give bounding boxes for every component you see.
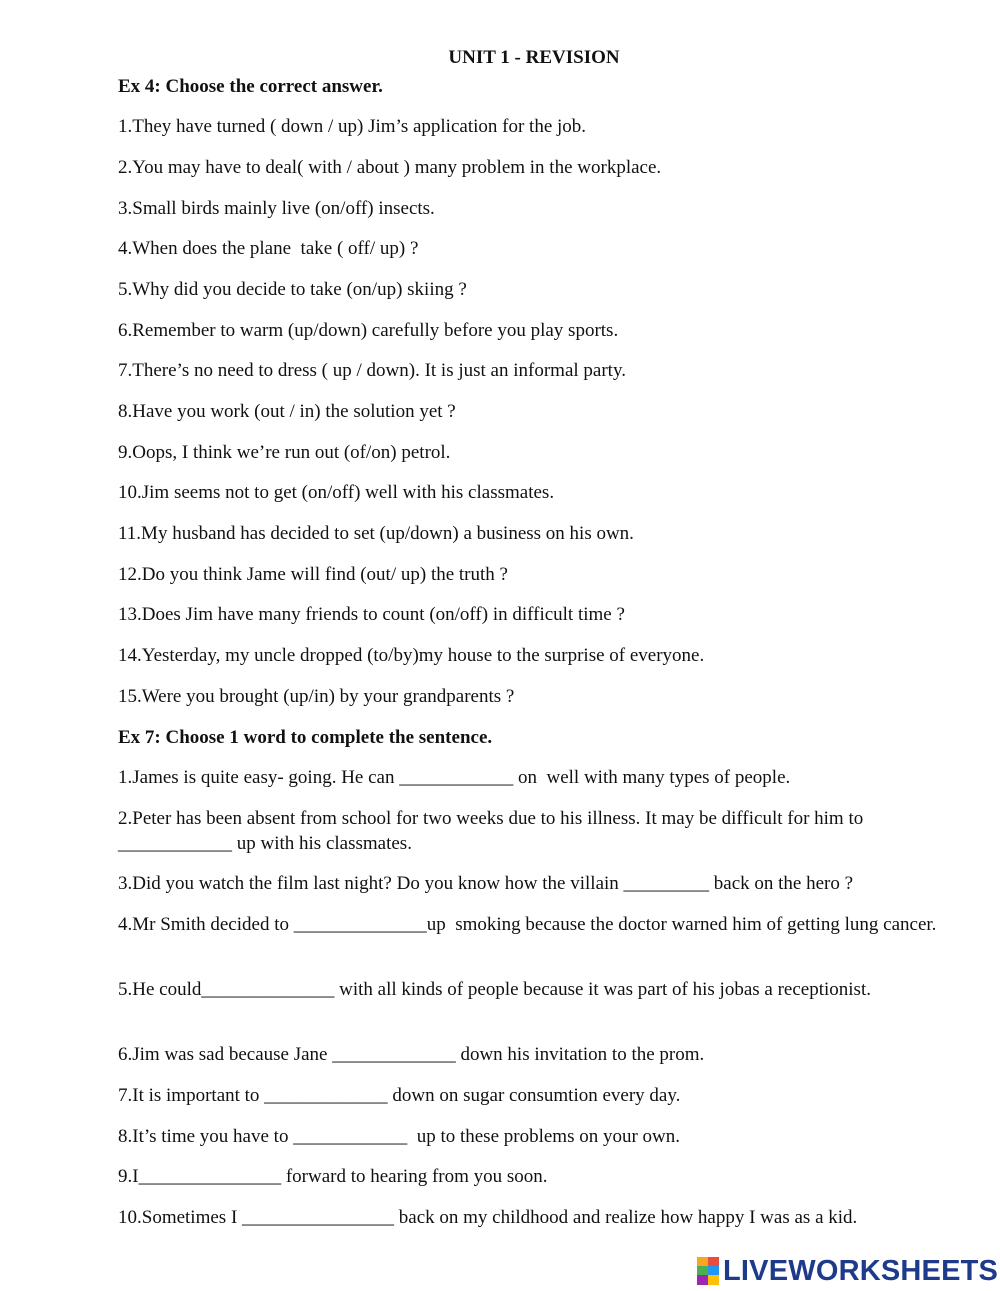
logo-block [697, 1275, 708, 1285]
ex4-item-14[interactable]: 14.Yesterday, my uncle dropped (to/by)my house to the surprise of everyone. [118, 645, 705, 666]
ex7-item-2[interactable]: 2.Peter has been absent from school for two weeks due to his illness. It may be difficult for him to ____________ up with his classmates. [118, 808, 868, 854]
page-title: UNIT 1 - REVISION [448, 47, 620, 68]
ex7-item-6[interactable]: 6.Jim was sad because Jane _____________ down his invitation to the prom. [118, 1044, 705, 1065]
ex7-item-4[interactable]: 4.Mr Smith decided to ______________up smoking because the doctor warned him of getting lung cancer. [118, 914, 937, 935]
ex4-item-10[interactable]: 10.Jim seems not to get (on/off) well with his classmates. [118, 482, 555, 503]
liveworksheets-logo-text: LIVEWORKSHEETS [723, 1254, 999, 1287]
ex4-item-1[interactable]: 1.They have turned ( down / up) Jim’s application for the job. [118, 116, 587, 137]
ex4-item-4[interactable]: 4.When does the plane take ( off/ up) ? [118, 238, 419, 259]
ex4-item-7[interactable]: 7.There’s no need to dress ( up / down). It is just an informal party. [118, 360, 626, 381]
logo-block [708, 1257, 719, 1266]
ex4-item-8[interactable]: 8.Have you work (out / in) the solution yet ? [118, 401, 456, 422]
ex4-item-9[interactable]: 9.Oops, I think we’re run out (of/on) petrol. [118, 442, 451, 463]
ex4-heading: Ex 4: Choose the correct answer. [118, 76, 383, 97]
ex7-item-9[interactable]: 9.I_______________ forward to hearing from you soon. [118, 1166, 548, 1187]
ex7-item-5[interactable]: 5.He could______________ with all kinds of people because it was part of his jobas a receptionist. [118, 979, 871, 1000]
ex4-item-12[interactable]: 12.Do you think Jame will find (out/ up) the truth ? [118, 564, 508, 585]
ex4-item-11[interactable]: 11.My husband has decided to set (up/down) a business on his own. [118, 523, 634, 544]
logo-block [708, 1275, 719, 1285]
ex7-item-8[interactable]: 8.It’s time you have to ____________ up to these problems on your own. [118, 1126, 681, 1147]
logo-block [697, 1257, 708, 1266]
ex7-item-1[interactable]: 1.James is quite easy- going. He can ____________ on well with many types of people. [118, 767, 791, 788]
ex4-item-13[interactable]: 13.Does Jim have many friends to count (on/off) in difficult time ? [118, 604, 625, 625]
ex7-item-3[interactable]: 3.Did you watch the film last night? Do you know how the villain _________ back on the hero ? [118, 873, 854, 894]
logo-block [697, 1266, 708, 1275]
ex4-item-2[interactable]: 2.You may have to deal( with / about ) many problem in the workplace. [118, 157, 662, 178]
ex4-item-6[interactable]: 6.Remember to warm (up/down) carefully before you play sports. [118, 320, 619, 341]
liveworksheets-logo-icon [697, 1257, 719, 1285]
liveworksheets-logo [697, 1254, 998, 1288]
ex4-item-3[interactable]: 3.Small birds mainly live (on/off) insects. [118, 198, 435, 219]
ex7-heading: Ex 7: Choose 1 word to complete the sentence. [118, 727, 493, 748]
ex4-item-5[interactable]: 5.Why did you decide to take (on/up) skiing ? [118, 279, 467, 300]
ex4-item-15[interactable]: 15.Were you brought (up/in) by your grandparents ? [118, 686, 515, 707]
ex7-item-7[interactable]: 7.It is important to _____________ down on sugar consumtion every day. [118, 1085, 681, 1106]
ex7-item-10[interactable]: 10.Sometimes I ________________ back on my childhood and realize how happy I was as a kid. [118, 1207, 858, 1228]
logo-block [708, 1266, 719, 1275]
